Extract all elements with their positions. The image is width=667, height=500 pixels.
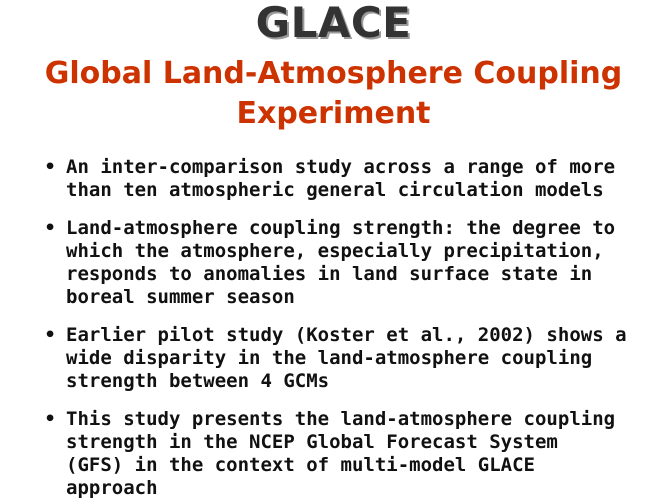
bullet-line: An inter-comparison study across a range of more bbox=[66, 156, 616, 178]
bullet-line: boreal summer season bbox=[66, 286, 295, 308]
subtitle-line-1: Global Land-Atmosphere Coupling bbox=[44, 56, 623, 91]
bullet-item-4 bbox=[0, 408, 667, 500]
bullet-line: strength between 4 GCMs bbox=[66, 370, 330, 392]
slide-subtitle bbox=[0, 54, 667, 134]
bullet-item-2 bbox=[0, 217, 667, 309]
bullet-item-1 bbox=[0, 156, 667, 202]
bullet-line: strength in the NCEP Global Forecast System bbox=[66, 431, 558, 453]
bullet-line: Land-atmosphere coupling strength: the degree to bbox=[66, 217, 616, 239]
bullet-line: This study presents the land-atmosphere coupling bbox=[66, 408, 616, 430]
slide-title: GLACE bbox=[255, 0, 412, 47]
bullet-line: responds to anomalies in land surface state in bbox=[66, 263, 593, 285]
bullet-dot-icon: • bbox=[44, 408, 57, 430]
bullet-item-3 bbox=[0, 324, 667, 393]
bullet-list bbox=[0, 156, 667, 500]
bullet-line: Earlier pilot study (Koster et al., 2002) shows a bbox=[66, 324, 627, 346]
subtitle-line-2: Experiment bbox=[236, 96, 431, 131]
bullet-line: which the atmosphere, especially precipitation, bbox=[66, 240, 604, 262]
bullet-line: (GFS) in the context of multi-model GLACE bbox=[66, 454, 535, 476]
bullet-dot-icon: • bbox=[44, 217, 57, 239]
bullet-line: wide disparity in the land-atmosphere coupling bbox=[66, 347, 593, 369]
bullet-line: approach bbox=[66, 477, 158, 499]
bullet-dot-icon: • bbox=[44, 324, 57, 346]
bullet-line: than ten atmospheric general circulation models bbox=[66, 179, 604, 201]
bullet-dot-icon: • bbox=[44, 156, 57, 178]
